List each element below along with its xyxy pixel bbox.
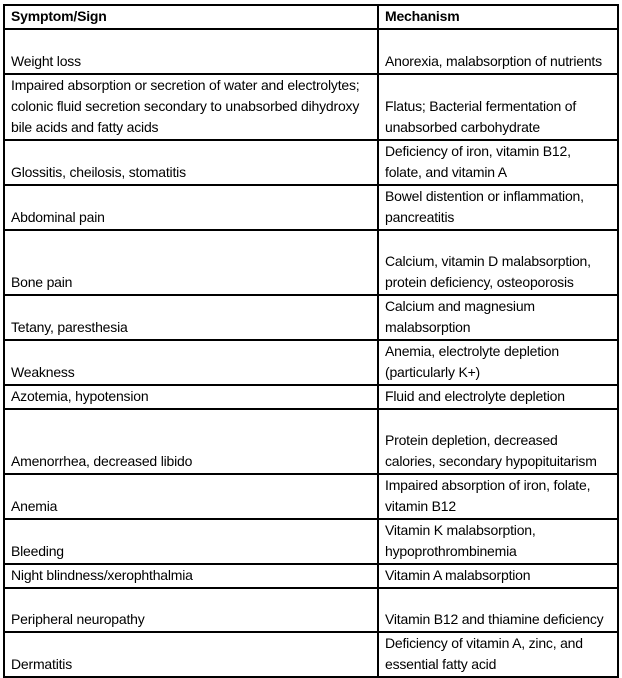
table-row bbox=[4, 295, 618, 340]
symptom-cell: Peripheral neuropathy bbox=[4, 588, 378, 632]
mechanism-cell: Calcium, vitamin D malabsorption, protein deficiency, osteoporosis bbox=[378, 230, 618, 295]
symptom-cell: Anemia bbox=[4, 474, 378, 519]
table-row bbox=[4, 340, 618, 385]
symptom-cell: Weakness bbox=[4, 340, 378, 385]
mechanism-cell: Vitamin A malabsorption bbox=[378, 564, 618, 588]
mechanism-cell: Protein depletion, decreased calories, secondary hypopituitarism bbox=[378, 409, 618, 474]
table-row bbox=[4, 230, 618, 295]
mechanism-cell: Vitamin B12 and thiamine deficiency bbox=[378, 588, 618, 632]
mechanism-cell: Deficiency of iron, vitamin B12, folate, and vitamin A bbox=[378, 140, 618, 185]
symptom-cell: Amenorrhea, decreased libido bbox=[4, 409, 378, 474]
symptom-cell: Dermatitis bbox=[4, 632, 378, 677]
symptom-cell: Glossitis, cheilosis, stomatitis bbox=[4, 140, 378, 185]
symptom-cell: Abdominal pain bbox=[4, 185, 378, 230]
mechanism-cell: Flatus; Bacterial fermentation of unabsorbed carbohydrate bbox=[378, 74, 618, 140]
symptoms-mechanism-table bbox=[3, 4, 619, 678]
mechanism-cell: Anorexia, malabsorption of nutrients bbox=[378, 29, 618, 74]
table-row bbox=[4, 185, 618, 230]
symptom-cell: Night blindness/xerophthalmia bbox=[4, 564, 378, 588]
table-row bbox=[4, 74, 618, 140]
table-row bbox=[4, 140, 618, 185]
symptom-cell: Weight loss bbox=[4, 29, 378, 74]
symptom-cell: Impaired absorption or secretion of water and electrolytes; colonic fluid secretion secondary to unabsorbed dihydroxy bile acids and fatty acids bbox=[4, 74, 378, 140]
mechanism-cell: Vitamin K malabsorption, hypoprothrombinemia bbox=[378, 519, 618, 564]
mechanism-cell: Fluid and electrolyte depletion bbox=[378, 385, 618, 409]
symptom-cell: Bone pain bbox=[4, 230, 378, 295]
table-row bbox=[4, 564, 618, 588]
table-row bbox=[4, 409, 618, 474]
table-header-row bbox=[4, 5, 618, 29]
mechanism-cell: Bowel distention or inflammation, pancreatitis bbox=[378, 185, 618, 230]
symptom-cell: Azotemia, hypotension bbox=[4, 385, 378, 409]
mechanism-cell: Deficiency of vitamin A, zinc, and essential fatty acid bbox=[378, 632, 618, 677]
table-row bbox=[4, 632, 618, 677]
header-mechanism: Mechanism bbox=[378, 5, 618, 29]
table-row bbox=[4, 519, 618, 564]
table-row bbox=[4, 385, 618, 409]
mechanism-cell: Impaired absorption of iron, folate, vitamin B12 bbox=[378, 474, 618, 519]
header-symptom-sign: Symptom/Sign bbox=[4, 5, 378, 29]
table-row bbox=[4, 29, 618, 74]
mechanism-cell: Anemia, electrolyte depletion (particularly K+) bbox=[378, 340, 618, 385]
symptom-cell: Tetany, paresthesia bbox=[4, 295, 378, 340]
symptom-cell: Bleeding bbox=[4, 519, 378, 564]
mechanism-cell: Calcium and magnesium malabsorption bbox=[378, 295, 618, 340]
table-row bbox=[4, 588, 618, 632]
table-row bbox=[4, 474, 618, 519]
